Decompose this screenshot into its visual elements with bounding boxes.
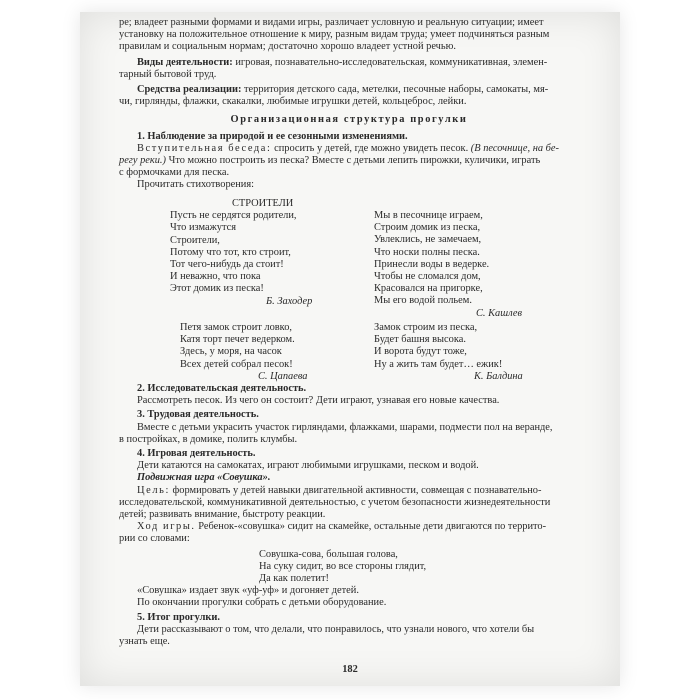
- intro-talk-italic: регу реки.): [119, 155, 166, 167]
- step1-title: 1. Наблюдение за природой и ее сезонными изменениями.: [137, 130, 408, 142]
- poem-line: Строители,: [170, 234, 220, 246]
- activities-paragraph: [119, 57, 579, 69]
- step2-text: Рассмотреть песок. Из чего он состоит? Дети играют, узнавая его новые качества.: [137, 395, 500, 407]
- poem-author: С. Цапаева: [258, 370, 308, 382]
- poem-line: Мы его водой польем.: [374, 295, 472, 307]
- intro-talk-text: спросить у детей, где можно увидеть песок.: [271, 142, 469, 154]
- game-after: По окончании прогулки собрать с детьми оборудование.: [137, 597, 387, 609]
- poem-line: Петя замок строит ловко,: [180, 322, 292, 333]
- section-heading: Организационная структура прогулки: [230, 114, 468, 126]
- poem-line: Принесли воды в ведерке.: [374, 258, 490, 270]
- activities-text: игровая, познавательно-исследовательская, коммуникативная, элемен-: [232, 56, 548, 68]
- means-paragraph: [119, 84, 579, 96]
- page-number: 182: [342, 664, 358, 675]
- poem-line: Что измажутся: [170, 222, 237, 234]
- poem-line: Чтобы не сломался дом,: [374, 271, 481, 283]
- game-after: «Совушка» издает звук «уф-уф» и догоняет детей.: [137, 585, 359, 597]
- intro-talk-italic: (В песочнице, на бе-: [468, 142, 559, 154]
- poem-line: Будет башня высока.: [374, 334, 466, 346]
- means-label: Средства реализации:: [137, 84, 242, 96]
- poem-hedgehog: [374, 322, 534, 383]
- step3-title: 3. Трудовая деятельность.: [137, 409, 259, 421]
- intro-line: правилам и социальным нормам; достаточно хорошо владеет устной речью.: [119, 41, 457, 53]
- poem-line: Что носки полны песка.: [374, 246, 480, 258]
- poem-line: Замок строим из песка,: [374, 322, 478, 333]
- step2-title: 2. Исследовательская деятельность.: [137, 383, 307, 394]
- goal-text: формировать у детей навыки двигательной активности, совмещая с познавательно-: [169, 484, 542, 496]
- verse-line: Совушка-сова, большая голова,: [259, 548, 398, 560]
- poem-line: Здесь, у моря, на часок: [180, 346, 282, 358]
- intro-line: ре; владеет разными формами и видами игры, различает условную и реальную ситуации; имеет: [119, 17, 544, 28]
- poem-line: Потому что тот, кто строит,: [170, 246, 291, 258]
- poem-author: С. Кашлев: [476, 307, 522, 319]
- goal-label: Цель:: [137, 484, 170, 496]
- game-verse: [119, 549, 579, 586]
- intro-talk: [119, 143, 579, 155]
- activities-text: тарный бытовой труд.: [119, 68, 217, 80]
- poem-line: И ворота будут тоже,: [374, 346, 467, 358]
- poem-line: Ну а жить там будет… ежик!: [374, 358, 503, 370]
- step4-text: Дети катаются на самокатах, играют любимыми игрушками, песком и водой.: [137, 460, 479, 472]
- means-text: чи, гирлянды, флажки, скакалки, любимые игрушки детей, кольцеброс, лейки.: [119, 96, 467, 108]
- intro-talk-label: Вступительная беседа:: [137, 142, 272, 154]
- lower-body: [119, 383, 579, 648]
- means-text: территория детского сада, метелки, песочные наборы, самокаты, мя-: [241, 84, 549, 96]
- step5-title: 5. Итог прогулки.: [137, 611, 220, 623]
- poem-line: Тот чего-нибудь да стоит!: [170, 259, 284, 271]
- step5-text: узнать еще.: [119, 636, 170, 648]
- poem-line: Увлеклись, не замечаем,: [374, 234, 482, 246]
- game-goal: [119, 485, 579, 497]
- read-poems: Прочитать стихотворения:: [137, 179, 255, 191]
- verse-line: Да как полетит!: [259, 573, 329, 585]
- intro-talk-line3: с формочками для песка.: [119, 167, 230, 179]
- goal-text: исследовательской, коммуникативной деятельностью, с учетом безопасности жизнедеятельности: [119, 496, 551, 508]
- step3-text: в постройках, в домике, полить клумбы.: [119, 433, 298, 445]
- game-course: [119, 521, 579, 533]
- intro-paragraph: [119, 17, 579, 192]
- poem-line: Строим домик из песка,: [374, 222, 481, 234]
- goal-text: детей; развивать внимание, быстроту реакции.: [119, 509, 326, 521]
- intro-talk-text: Что можно построить из песка? Вместе с детьми лепить пирожки, куличики, играть: [166, 155, 541, 167]
- intro-line: установку на положительное отношение к миру, разным видам труда; умеет подчиняться разным: [119, 29, 550, 41]
- poem-line: Красовался на пригорке,: [374, 283, 483, 295]
- course-text: рии со словами:: [119, 533, 190, 545]
- course-label: Ход игры.: [137, 521, 196, 533]
- poem-line: Этот домик из песка!: [170, 283, 264, 295]
- poem-builders: [170, 198, 340, 308]
- poem-author: Б. Заходер: [266, 295, 313, 307]
- poem-line: Мы в песочнице играем,: [374, 210, 483, 221]
- step4-title: 4. Игровая деятельность.: [137, 448, 256, 460]
- poem-line: И неважно, что пока: [170, 271, 261, 283]
- poem-title: СТРОИТЕЛИ: [232, 198, 294, 209]
- verse-line: На суку сидит, во все стороны глядит,: [259, 560, 427, 572]
- step3-text: Вместе с детьми украсить участок гирляндами, флажками, шарами, подмести пол на веранде,: [137, 421, 553, 433]
- activities-label: Виды деятельности:: [137, 56, 233, 68]
- poem-author: К. Балдина: [474, 370, 523, 382]
- poem-castle: [180, 322, 345, 383]
- poem-sandbox: [374, 210, 534, 320]
- intro-talk-line2: [119, 155, 579, 167]
- poem-line: Всех детей собрал песок!: [180, 358, 293, 370]
- course-text: Ребенок-«совушка» сидит на скамейке, остальные дети двигаются по террито-: [195, 521, 547, 533]
- poem-line: Катя торт печет ведерком.: [180, 334, 295, 346]
- game-title: Подвижная игра «Совушка».: [137, 472, 271, 484]
- poem-line: Пусть не сердятся родители,: [170, 210, 297, 222]
- step5-text: Дети рассказывают о том, что делали, что понравилось, что узнали нового, что хотели бы: [137, 623, 535, 635]
